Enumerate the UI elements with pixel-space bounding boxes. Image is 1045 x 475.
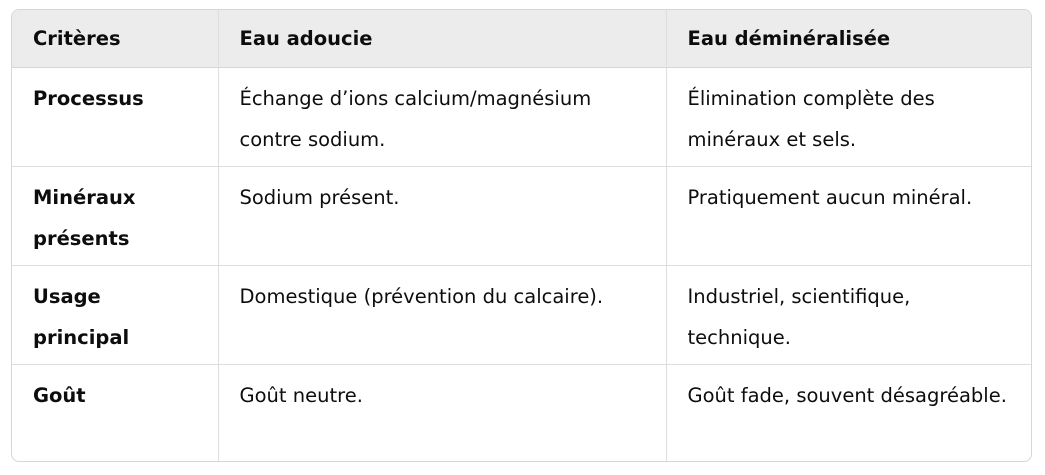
header-softened-water: Eau adoucie <box>218 10 666 68</box>
table-row <box>12 167 1031 266</box>
row-label: Processus <box>12 68 218 167</box>
table-header <box>12 10 1031 68</box>
table-cell: Industriel, scientifique, technique. <box>666 266 1031 365</box>
table-cell: Sodium présent. <box>218 167 666 266</box>
table-row <box>12 365 1031 463</box>
table-cell: Échange d’ions calcium/magnésium contre sodium. <box>218 68 666 167</box>
comparison-table <box>12 10 1031 462</box>
table-row <box>12 266 1031 365</box>
table-body <box>12 68 1031 463</box>
table-cell: Pratiquement aucun minéral. <box>666 167 1031 266</box>
header-criteria: Critères <box>12 10 218 68</box>
row-label: Goût <box>12 365 218 463</box>
table-cell: Domestique (prévention du calcaire). <box>218 266 666 365</box>
table-cell: Élimination complète des minéraux et sels. <box>666 68 1031 167</box>
table-cell: Goût fade, souvent désagréable. <box>687 384 1007 407</box>
table-row <box>12 68 1031 167</box>
row-label: Minéraux présents <box>12 167 218 266</box>
table-cell: Goût neutre. <box>218 365 666 463</box>
comparison-table-container <box>11 9 1032 462</box>
row-label: Usage principal <box>12 266 218 365</box>
header-demineralized-water: Eau déminéralisée <box>666 10 1031 68</box>
header-row <box>12 10 1031 68</box>
